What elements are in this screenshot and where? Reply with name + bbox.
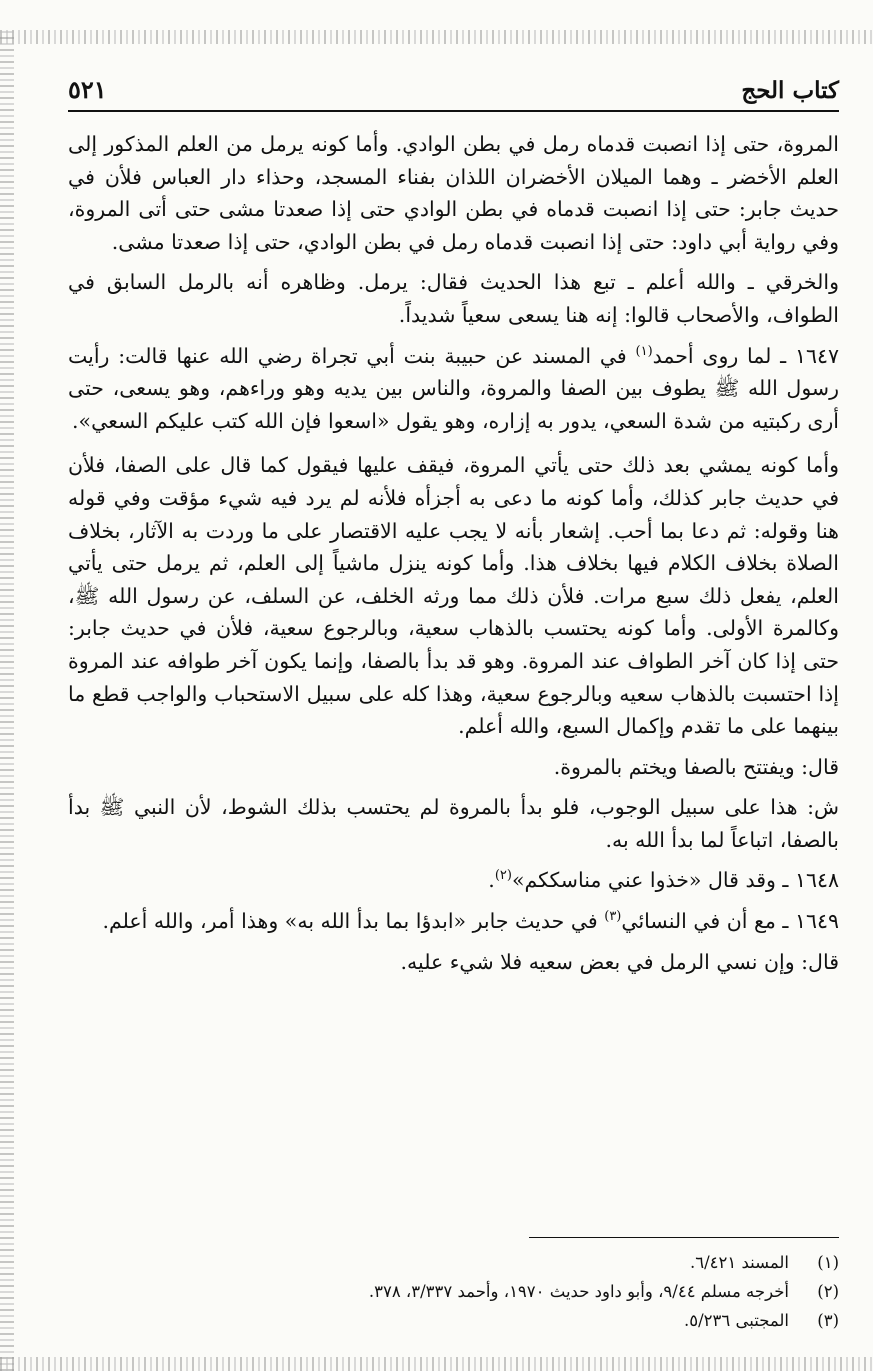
footnote-ref: (١)	[635, 343, 653, 359]
decorative-border-left	[0, 30, 14, 1371]
paragraph: ش: هذا على سبيل الوجوب، فلو بدأ بالمروة لم يحتسب بذلك الشوط، لأن النبي ﷺ بدأ بالصفا، اتباعاً لما بدأ الله به.	[68, 795, 839, 852]
hadith-text: في حديث جابر «ابدؤا بما بدأ الله به» وهذا أمر، والله أعلم.	[102, 909, 605, 934]
paragraph: وأما كونه يمشي بعد ذلك حتى يأتي المروة، فيقف عليها فيقول كما قال على الصفا، فلأن في حديث جابر كذلك، وأما كونه ما دعى به أجزأه فلأنه لم يرد فيه شيء مؤقت وفي قوله هنا وقوله: ثم دعا بما أحب. إشعار بأنه لا يجب عليه الاقتصار على ما وردت به الآثار، بخلاف الصلاة بخلاف الكلام فيها بخلاف هذا. وأما كونه ينزل ماشياً إلى العلم، ثم يرمل حتى يأتي العلم، يفعل ذلك سبع مرات. فلأن ذلك مما ورثه الخلف، عن السلف، عن رسول الله ﷺ، وكالمرة الأولى. وأما كونه يحتسب بالذهاب سعية، وبالرجوع سعية، فلأن في حديث جابر: حتى إذا كان آخر الطواف عند المروة. وهو قد بدأ بالصفا، وإنما يكون آخر طوافه عند المروة إذا احتسبت بالذهاب سعيه وبالرجوع سعية، وهذا كله على سبيل الاستحباب والواجب قطع ما بينهما على ما تقدم وإكمال السبع، والله أعلم.	[68, 453, 839, 739]
paragraph: قال: ويفتتح بالصفا ويختم بالمروة.	[553, 754, 839, 779]
footnote-number: (١)	[817, 1253, 839, 1272]
hadith-lead: ١٦٤٩ ـ مع أن في النسائي	[621, 909, 839, 934]
footnote-text: المسند ٦/٤٢١.	[689, 1253, 789, 1272]
footnote-rule	[529, 1237, 839, 1238]
main-text	[68, 128, 839, 986]
page-header	[68, 68, 839, 104]
footnote-item	[68, 1277, 839, 1306]
footnote-ref: (٣)	[604, 909, 622, 925]
footnote-item	[68, 1248, 839, 1277]
hadith-lead: ١٦٤٧ ـ لما روى أحمد	[652, 343, 839, 368]
decorative-border-top	[0, 30, 873, 44]
paragraph: والخرقي ـ والله أعلم ـ تبع هذا الحديث فقال: يرمل. وظاهره أنه بالرمل السابق في الطواف، والأصحاب قالوا: إنه هنا يسعى سعياً شديداً.	[68, 270, 839, 327]
footnote-number: (٣)	[817, 1311, 839, 1330]
hadith-1649	[68, 905, 839, 938]
hadith-lead: ١٦٤٨ ـ وقد قال «خذوا عني مناسككم»	[511, 868, 839, 893]
hadith-1647	[68, 340, 839, 438]
footnote-ref: (٢)	[494, 868, 512, 884]
paragraph: المروة، حتى إذا انصبت قدماه رمل في بطن الوادي. وأما كونه يرمل من العلم المذكور إلى العلم الأخضر ـ وهما الميلان الأخضران اللذان بفناء المسجد، وحذاء دار العباس فلأن في حديث جابر: حتى إذا انصبت قدماه في بطن الوادي حتى إذا صعدتا مشى حتى أتى المروة، وفي رواية أبي داود: حتى إذا انصبت قدماه رمل في بطن الوادي، حتى إذا صعدتا مشى.	[68, 132, 839, 254]
footnotes	[68, 1248, 839, 1335]
book-title: كتاب الحج	[741, 77, 839, 104]
footnote-text: المجتبى ٥/٢٣٦.	[683, 1311, 789, 1330]
footnote-text: أخرجه مسلم ٩/٤٤، وأبو داود حديث ١٩٧٠، وأحمد ٣/٣٣٧، ٣٧٨.	[368, 1282, 789, 1301]
paragraph: قال: وإن نسي الرمل في بعض سعيه فلا شيء عليه.	[400, 949, 839, 974]
footnote-number: (٢)	[817, 1282, 839, 1301]
decorative-border-bottom	[0, 1357, 873, 1371]
hadith-text: .	[488, 868, 495, 893]
page-number: ٥٢١	[68, 75, 107, 104]
hadith-1648	[68, 864, 839, 897]
footnote-item	[68, 1306, 839, 1335]
header-rule	[68, 110, 839, 112]
hadith-text: في المسند عن حبيبة بنت أبي تجراة رضي الله عنها قالت: رأيت رسول الله ﷺ يطوف بين الصفا والمروة، والناس بين يديه وهو وراءهم، وهو يسعى، حتى أرى ركبتيه من شدة السعي، يدور به إزاره، وهو يقول «اسعوا فإن الله كتب عليكم السعي».	[68, 343, 839, 433]
